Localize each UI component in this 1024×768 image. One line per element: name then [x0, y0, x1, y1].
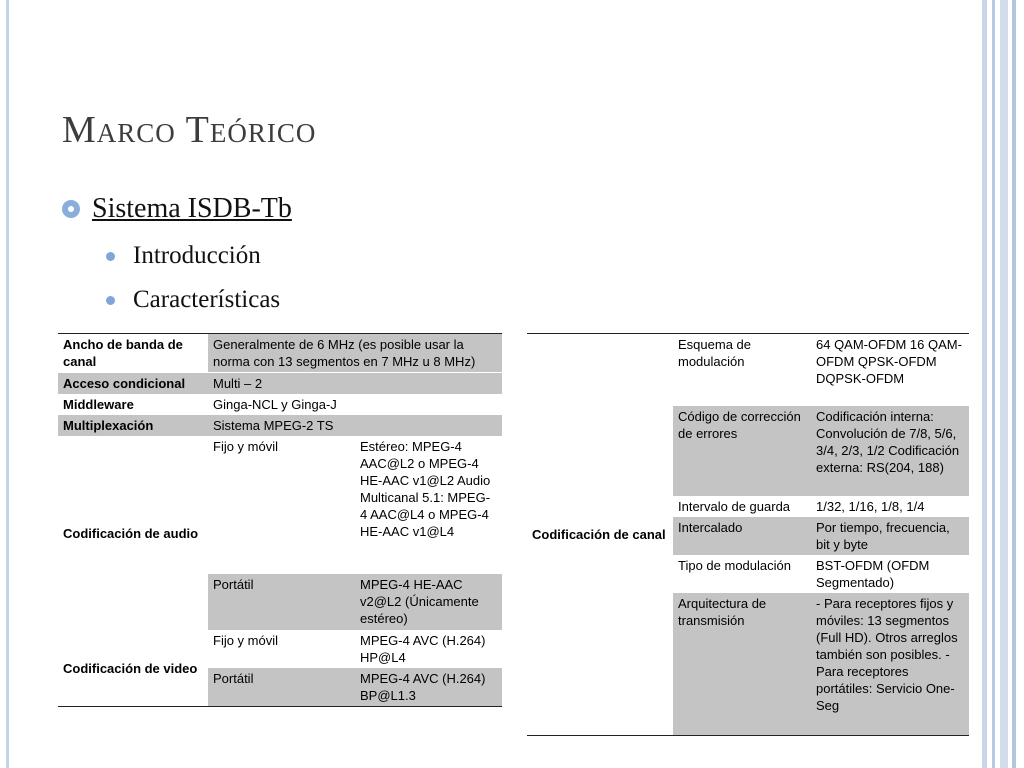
cell-value: 64 QAM-OFDM 16 QAM-OFDM QPSK-OFDM DQPSK-OFDM — [816, 337, 962, 386]
cell-value: - Para receptores fijos y móviles: 13 segmentos (Full HD). Otros arreglos también son posibles. - Para receptores portátiles: Servicio One-Seg — [811, 593, 969, 736]
cell-label: Multiplexación — [58, 415, 208, 436]
sub-bullet-text: Introducción — [133, 242, 261, 269]
sub-bullet-text: Características — [133, 286, 281, 313]
spec-table-general — [58, 333, 502, 707]
cell-label: Codificación de audio — [63, 525, 199, 541]
spec-table-channel — [527, 333, 969, 736]
cell-sublabel: Fijo y móvil — [213, 633, 279, 648]
cell-value: Generalmente de 6 MHz (es posible usar la norma con 13 segmentos en 7 MHz u 8 MHz) — [208, 334, 502, 373]
frame-left-line — [6, 0, 9, 768]
bullet-main — [62, 190, 292, 228]
table-row — [58, 334, 502, 373]
slide-title: Marco Teórico — [62, 109, 317, 151]
cell-value: Codificación interna: Convolución de 7/8, 5/6, 3/4, 2/3, 1/2 Codificación externa: RS(204, 188) — [811, 406, 969, 496]
cell-sublabel: Esquema de modulación — [678, 337, 751, 369]
sub-bullet — [106, 278, 292, 322]
cell-sublabel: Tipo de modulación — [678, 558, 791, 573]
cell-value: MPEG-4 AVC (H.264) BP@L1.3 — [355, 668, 502, 707]
cell-label: Codificación de video — [58, 630, 208, 707]
table-row — [58, 415, 502, 436]
cell-sublabel: Portátil — [208, 574, 355, 630]
table-row — [58, 373, 502, 395]
cell-sublabel: Arquitectura de transmisión — [673, 593, 811, 736]
cell-value: Ginga-NCL y Ginga-J — [213, 397, 337, 412]
sub-bullet — [106, 234, 292, 278]
cell-value: BST-OFDM (OFDM Segmentado) — [816, 558, 930, 590]
bullet-list — [62, 190, 292, 322]
cell-sublabel: Código de corrección de errores — [673, 406, 811, 496]
cell-value: MPEG-4 AVC (H.264) HP@L4 — [360, 633, 486, 665]
cell-label: Ancho de banda de canal — [63, 337, 183, 369]
cell-sublabel: Intervalo de guarda — [678, 499, 791, 514]
cell-sublabel: Portátil — [208, 668, 355, 707]
table-row — [58, 436, 502, 574]
table-row — [58, 630, 502, 668]
cell-label: Codificación de canal — [527, 334, 673, 736]
cell-value: Multi – 2 — [208, 373, 502, 395]
cell-value: MPEG-4 HE-AAC v2@L2 (Únicamente estéreo) — [355, 574, 502, 630]
bullet-dot-icon — [106, 252, 115, 261]
bullet-dot-icon — [106, 296, 115, 305]
cell-label: Middleware — [63, 397, 134, 412]
bullet-ring-icon — [62, 200, 80, 218]
frame-right-lines — [978, 0, 1024, 768]
cell-value: Estéreo: MPEG-4 AAC@L2 o MPEG-4 HE-AAC v1@L2 Audio Multicanal 5.1: MPEG-4 AAC@L4 o MPEG-4 HE-AAC v1@L4 — [360, 439, 491, 539]
table-row — [58, 394, 502, 415]
cell-sublabel: Fijo y móvil — [213, 439, 279, 454]
cell-sublabel: Intercalado — [673, 517, 811, 555]
table-row — [527, 334, 969, 407]
cell-value: 1/32, 1/16, 1/8, 1/4 — [816, 499, 925, 514]
cell-value: Sistema MPEG-2 TS — [208, 415, 502, 436]
cell-label: Acceso condicional — [58, 373, 208, 395]
cell-value: Por tiempo, frecuencia, bit y byte — [811, 517, 969, 555]
bullet-main-text: Sistema ISDB-Tb — [92, 193, 292, 224]
